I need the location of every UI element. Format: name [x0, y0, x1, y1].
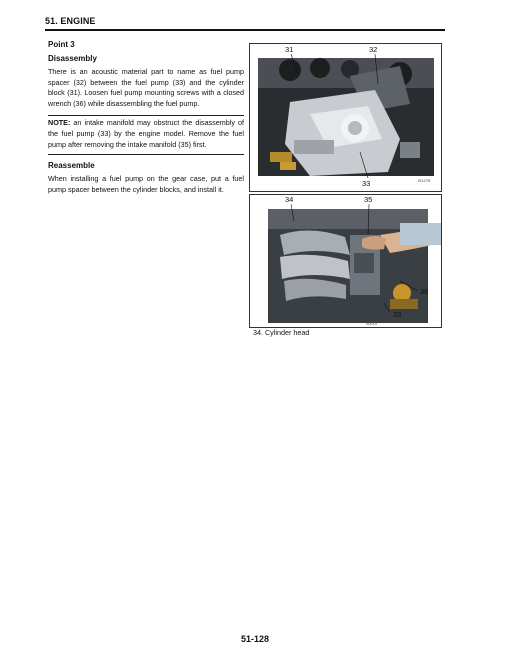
- callout-33: 33: [362, 179, 371, 188]
- callout-36: 36: [420, 287, 429, 296]
- reassemble-heading: Reassemble: [48, 161, 95, 171]
- point-title: Point 3: [48, 40, 75, 49]
- note-bottom-rule: [48, 154, 244, 155]
- intake-manifold-photo-drawing: [250, 195, 441, 327]
- disassembly-text: There is an acoustic material part to name as fuel pump spacer (32) between the fuel pump (33) and the cylinder block (31). Loosen fuel pump mounting screws with a closed wrench (36) while disassembling the fuel pump.: [48, 67, 244, 108]
- callout-33b: 33: [393, 310, 402, 319]
- fuel-pump-photo-drawing: [250, 44, 441, 191]
- page-number: 51-128: [240, 634, 270, 644]
- callout-34: 34: [285, 195, 294, 204]
- reassemble-text: When installing a fuel pump on the gear case, put a fuel pump spacer between the cylinder blocks, and install it.: [48, 174, 244, 194]
- figure-caption: 34. Cylinder head: [253, 328, 310, 337]
- figure-code-2: I5XXX: [366, 321, 378, 326]
- note-block: [48, 116, 244, 154]
- point-3-content: [48, 40, 244, 195]
- figure-code: I51278: [418, 178, 431, 183]
- note-paragraph: [48, 118, 244, 150]
- disassembly-heading: Disassembly: [48, 54, 97, 63]
- note-text: an intake manifold may obstruct the disassembly of the fuel pump (33) by the engine model. Remove the fuel pump after removing the intake manifold (35) first.: [48, 118, 244, 149]
- callout-35: 35: [364, 195, 373, 204]
- callout-31: 31: [285, 45, 294, 54]
- section-header: 51. ENGINE: [45, 16, 445, 31]
- callout-32: 32: [369, 45, 378, 54]
- note-label: NOTE:: [48, 118, 71, 128]
- intake-manifold-photo: [249, 194, 442, 328]
- fuel-pump-photo: [249, 43, 442, 192]
